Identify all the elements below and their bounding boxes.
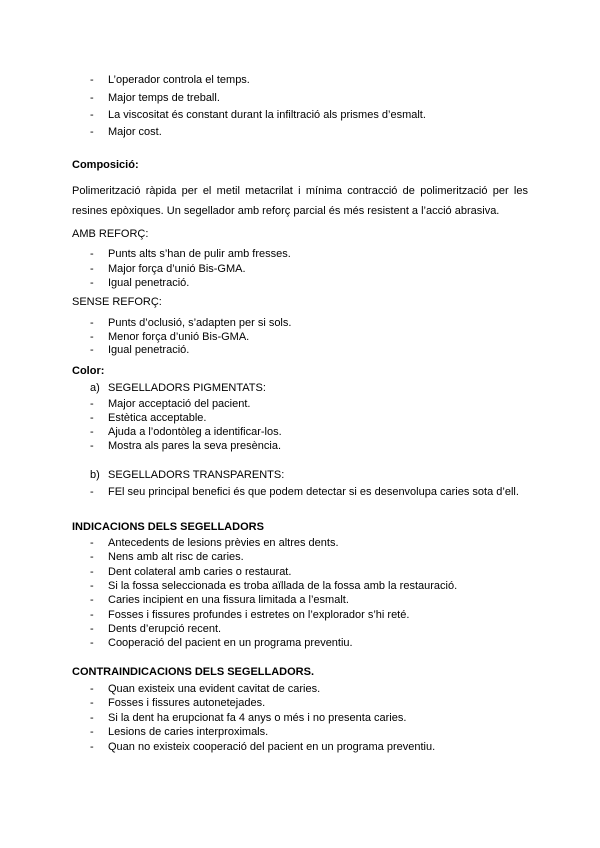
- list-bullet: -: [90, 594, 94, 606]
- composicio-paragraph: Polimerització ràpida per el metil metacrilat i mínima contracció de polimerització per les resines epòxiques. Un segellador amb reforç parcial és més resistent a l’acció abrasiva.: [72, 185, 528, 217]
- list-item: Quan no existeix cooperació del pacient en un programa preventiu.: [108, 741, 436, 753]
- list-item: Dent colateral amb caries o restaurat.: [108, 566, 292, 578]
- pigmentats-marker: a): [90, 382, 100, 394]
- list-bullet: -: [90, 344, 94, 356]
- list-item: Caries incipient en una fissura limitada a l’esmalt.: [108, 594, 349, 606]
- list-bullet: -: [90, 580, 94, 592]
- list-item: Quan existeix una evident cavitat de caries.: [108, 683, 321, 695]
- list-item: Fosses i fissures autonetejades.: [108, 697, 266, 709]
- list-bullet: -: [90, 712, 94, 724]
- list-item: Major cost.: [108, 126, 162, 138]
- list-bullet: -: [90, 277, 94, 289]
- list-item: Igual penetració.: [108, 277, 190, 289]
- list-bullet: -: [90, 637, 94, 649]
- list-bullet: -: [90, 486, 94, 498]
- list-item: Si la fossa seleccionada es troba aïllada de la fossa amb la restauració.: [108, 580, 458, 592]
- list-item: Dents d’erupció recent.: [108, 623, 222, 635]
- list-bullet: -: [90, 109, 94, 121]
- transparents-title: SEGELLADORS TRANSPARENTS:: [108, 469, 285, 481]
- list-bullet: -: [90, 726, 94, 738]
- list-bullet: -: [90, 426, 94, 438]
- list-bullet: -: [90, 741, 94, 753]
- list-item: Ajuda a l’odontòleg a identificar-los.: [108, 426, 282, 438]
- list-item: Major força d’unió Bis-GMA.: [108, 263, 246, 275]
- list-bullet: -: [90, 623, 94, 635]
- list-item: Major temps de treball.: [108, 92, 220, 104]
- list-item: Igual penetració.: [108, 344, 190, 356]
- list-item: Cooperació del pacient en un programa preventiu.: [108, 637, 353, 649]
- sense-reforc-heading: SENSE REFORÇ:: [72, 296, 162, 308]
- list-bullet: -: [90, 697, 94, 709]
- list-item: Antecedents de lesions prèvies en altres dents.: [108, 537, 339, 549]
- contraindicacions-heading: CONTRAINDICACIONS DELS SEGELLADORS.: [72, 666, 315, 678]
- list-item: Punts alts s’han de pulir amb fresses.: [108, 248, 291, 260]
- list-bullet: -: [90, 609, 94, 621]
- list-bullet: -: [90, 440, 94, 452]
- list-item: Lesions de caries interproximals.: [108, 726, 269, 738]
- composicio-heading: Composició:: [72, 159, 139, 171]
- color-heading: Color:: [72, 365, 105, 377]
- list-item: Menor força d’unió Bis-GMA.: [108, 331, 250, 343]
- list-item: Mostra als pares la seva presència.: [108, 440, 282, 452]
- list-item: Estètica acceptable.: [108, 412, 207, 424]
- list-bullet: -: [90, 683, 94, 695]
- list-item: FEl seu principal benefici és que podem detectar si es desenvolupa caries sota d’ell.: [108, 486, 519, 498]
- list-item: Major acceptació del pacient.: [108, 398, 251, 410]
- indicacions-heading: INDICACIONS DELS SEGELLADORS: [72, 521, 264, 533]
- list-bullet: -: [90, 566, 94, 578]
- amb-reforc-heading: AMB REFORÇ:: [72, 228, 149, 240]
- list-bullet: -: [90, 412, 94, 424]
- list-item: Fosses i fissures profundes i estretes on l’explorador s’hi reté.: [108, 609, 410, 621]
- pigmentats-title: SEGELLADORS PIGMENTATS:: [108, 382, 266, 394]
- list-item: L’operador controla el temps.: [108, 74, 250, 86]
- list-bullet: -: [90, 92, 94, 104]
- list-item: Si la dent ha erupcionat fa 4 anys o més i no presenta caries.: [108, 712, 407, 724]
- list-bullet: -: [90, 74, 94, 86]
- list-bullet: -: [90, 317, 94, 329]
- list-item: Punts d’oclusió, s’adapten per si sols.: [108, 317, 292, 329]
- list-bullet: -: [90, 551, 94, 563]
- list-bullet: -: [90, 331, 94, 343]
- list-bullet: -: [90, 248, 94, 260]
- list-bullet: -: [90, 263, 94, 275]
- transparents-marker: b): [90, 469, 100, 481]
- list-bullet: -: [90, 126, 94, 138]
- list-item: Nens amb alt risc de caries.: [108, 551, 244, 563]
- list-bullet: -: [90, 537, 94, 549]
- list-bullet: -: [90, 398, 94, 410]
- list-item: La viscositat és constant durant la infiltració als prismes d’esmalt.: [108, 109, 426, 121]
